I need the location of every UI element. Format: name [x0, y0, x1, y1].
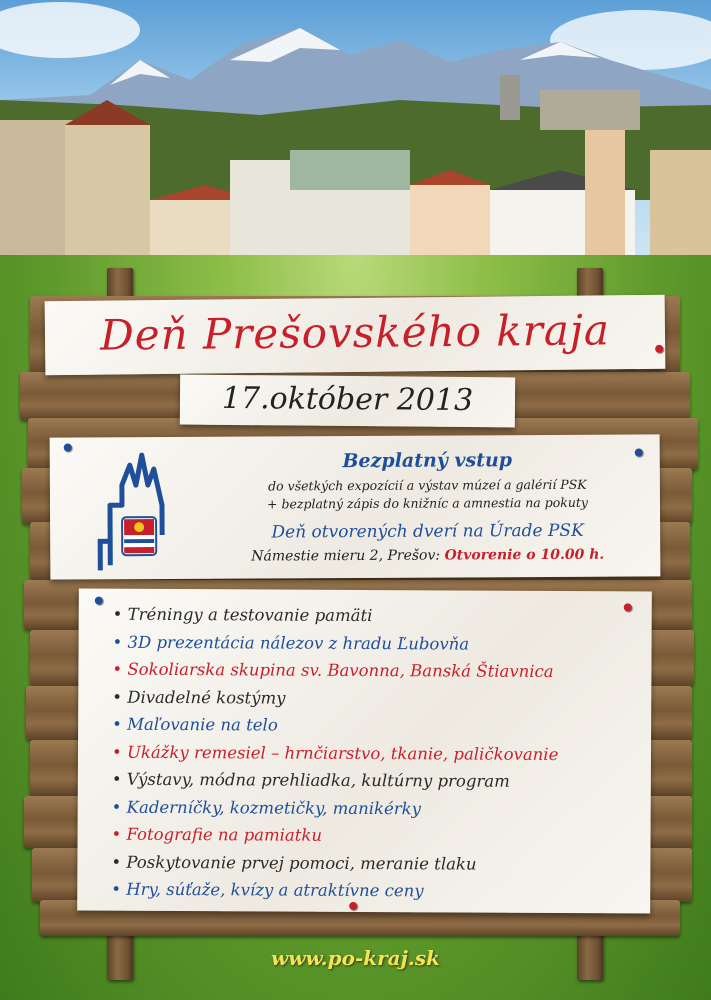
program-item: • Divadelné kostýmy: [112, 683, 651, 713]
pushpin-icon: [624, 603, 632, 611]
program-item: • Poskytovanie prvej pomoci, meranie tlaku: [111, 848, 650, 878]
title-banner: [45, 295, 666, 375]
free-entry-heading: Bezplatný vstup: [342, 449, 513, 473]
event-date: 17.október 2013: [221, 380, 474, 419]
info-panel: [50, 434, 661, 579]
program-list-panel: [77, 589, 652, 914]
program-item: • 3D prezentácia nálezov z hradu Ľubovňa: [112, 628, 651, 658]
website-link[interactable]: www.po-kraj.sk: [271, 946, 440, 970]
address-text: Námestie mieru 2, Prešov:: [251, 547, 441, 565]
opening-time: Otvorenie o 10.00 h.: [444, 546, 605, 564]
program-list: [77, 589, 652, 906]
info-line-libraries: + bezplatný zápis do knižníc a amnestia na pokuty: [266, 494, 588, 512]
page-title: Deň Prešovského kraja: [99, 305, 611, 360]
pushpin-icon: [349, 902, 357, 910]
program-item: • Výstavy, módna prehliadka, kultúrny program: [112, 766, 651, 796]
program-item: • Ukážky remesiel – hrnčiarstvo, tkanie, paličkovanie: [112, 738, 651, 768]
program-item: • Hry, súťaže, kvízy a atraktívne ceny: [111, 876, 650, 906]
program-item: • Tréningy a testovanie pamäti: [113, 601, 652, 631]
date-banner: [180, 375, 515, 428]
open-day-heading: Deň otvorených dverí na Úrade PSK: [271, 520, 584, 543]
program-item: • Kaderníčky, kozmetičky, manikérky: [112, 793, 651, 823]
program-item: • Sokoliarska skupina sv. Bavonna, Banská Štiavnica: [112, 656, 651, 686]
pushpin-icon: [635, 448, 643, 456]
pushpin-icon: [64, 443, 72, 451]
psk-logo-icon: [90, 445, 181, 573]
program-item: • Fotografie na pamiatku: [111, 821, 650, 851]
info-line-museums: do všetkých expozícií a výstav múzeí a galérií PSK: [268, 476, 587, 494]
address-line: [200, 546, 655, 564]
program-item: • Maľovanie na telo: [112, 711, 651, 741]
pushpin-icon: [95, 597, 103, 605]
pushpin-icon: [655, 345, 663, 353]
